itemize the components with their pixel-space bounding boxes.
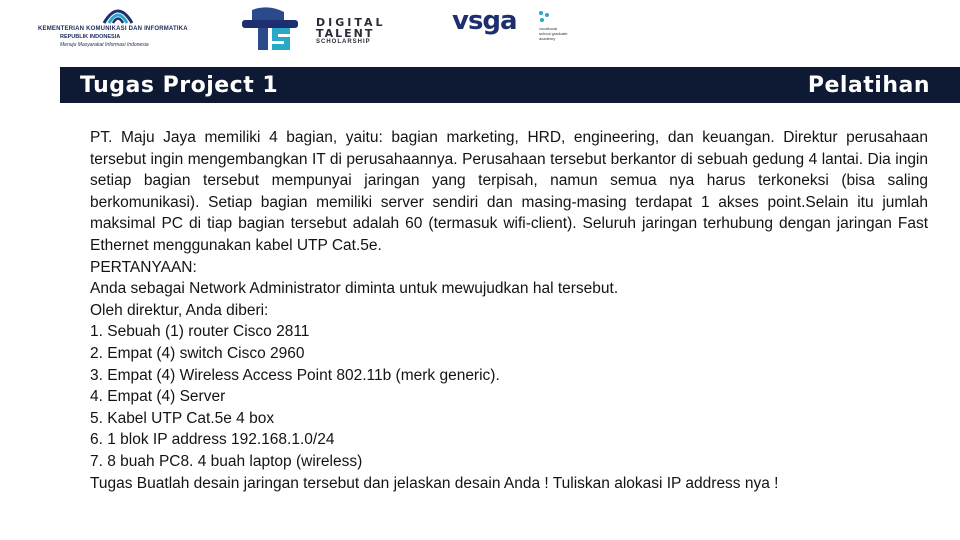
digital-talent-mark-icon	[238, 6, 302, 52]
slide-title: Tugas Project 1	[80, 73, 279, 98]
list-item: 3. Empat (4) Wireless Access Point 802.11b (merk generic).	[90, 366, 500, 384]
kominfo-emblem-icon	[98, 5, 138, 25]
kominfo-logo	[38, 5, 198, 49]
talent-text: TALENT	[316, 27, 375, 40]
question-line: Anda sebagai Network Administrator diminta untuk mewujudkan hal tersebut.	[90, 280, 619, 298]
list-item: 1. Sebuah (1) router Cisco 2811	[90, 323, 310, 341]
intro-paragraph: PT. Maju Jaya memiliki 4 bagian, yaitu: bagian marketing, HRD, engineering, dan keuangan. Direktur perusahaan tersebut ingin mengembangkan IT di perusahaannya. Perusahaan tersebut berkantor di sebuah gedung 4 lantai. Dia ingin setiap bagian tersebut mempunyai jaringan yang terpisah, namun semua nya harus terkoneksi (bisa saling berkomunikasi). Setiap bagian memiliki server sendiri dan masing-masing terdapat 1 akses point.Selain itu jumlah maksimal PC di tiap bagian tersebut adalah 60 (termasuk wifi-client). Seluruh jaringan terhubung dengan jaringan Fast Ethernet menggunakan kabel UTP Cat.5e.	[90, 129, 928, 254]
vsga-dots-icon	[538, 10, 550, 24]
list-item: 4. Empat (4) Server	[90, 388, 226, 406]
kominfo-country: REPUBLIK INDONESIA	[60, 34, 121, 40]
vsga-logo	[452, 6, 568, 52]
question-heading: PERTANYAAN:	[90, 258, 197, 276]
slide-content	[90, 127, 928, 494]
list-item: 7. 8 buah PC8. 4 buah laptop (wireless)	[90, 452, 363, 470]
digital-talent-logo	[238, 6, 408, 52]
kominfo-name: KEMENTERIAN KOMUNIKASI DAN INFORMATIKA	[38, 26, 188, 32]
digital-text: DIGITAL	[316, 16, 386, 29]
list-item: 6. 1 blok IP address 192.168.1.0/24	[90, 431, 335, 449]
list-item: 5. Kabel UTP Cat.5e 4 box	[90, 409, 275, 427]
list-item: 2. Empat (4) switch Cisco 2960	[90, 344, 305, 362]
logo-bar	[0, 0, 960, 55]
task-line: Tugas Buatlah desain jaringan tersebut dan jelaskan desain Anda ! Tuliskan alokasi IP address nya !	[90, 474, 779, 492]
kominfo-tagline: Menuju Masyarakat Informasi Indonesia	[60, 42, 149, 48]
question-line: Oleh direktur, Anda diberi:	[90, 301, 269, 319]
title-bar	[60, 67, 960, 103]
vsga-wordmark: vsga	[452, 6, 517, 36]
scholarship-text: SCHOLARSHIP	[316, 39, 371, 45]
vsga-subtitle: vocational school graduate academy	[539, 26, 568, 41]
section-label: Pelatihan	[807, 73, 930, 98]
